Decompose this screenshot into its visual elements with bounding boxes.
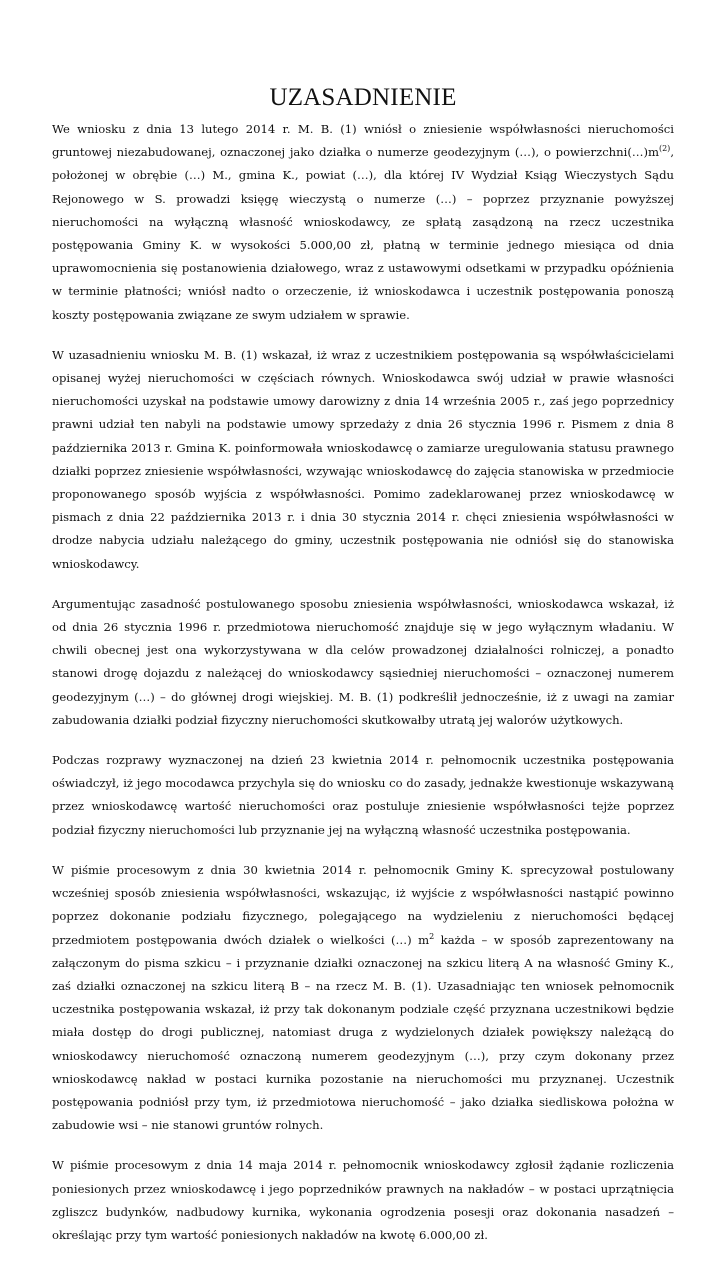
paragraph-5 xyxy=(52,859,674,1137)
paragraph-1-text-a: We wniosku z dnia 13 lutego 2014 r. M. B. (1) wniósł o zniesienie współwłasności nieruchomości gruntowej niezabudowanej, oznaczonej jako działka o numerze geodezyjnym (…), o powierzchni(…)m xyxy=(52,122,674,160)
paragraph-1-superscript: (2) xyxy=(658,144,671,154)
paragraph-2-text: W uzasadnieniu wniosku M. B. (1) wskazał, iż wraz z uczestnikiem postępowania są współwłaścicielami opisanej wyżej nieruchomości w częściach równych. Wnioskodawca swój udział w prawie własności nieruchomości uzyskał na podstawie umowy darowizny z dnia 14 września 2005 r., zaś jego poprzednicy prawni udział ten nabyli na podstawie umowy sprzedaży z dnia 26 stycznia 1996 r. Pismem z dnia 8 października 2013 r. Gmina K. poinformowała wnioskodawcę o zamiarze uregulowania statusu prawnego działki poprzez zniesienie współwłasności, wzywając wnioskodawcę do zajęcia stanowiska w przedmiocie proponowanego sposób wyjścia z współwłasności. Pomimo zadeklarowanej przez wnioskodawcę w pismach z dnia 22 października 2013 r. i dnia 30 stycznia 2014 r. chęci zniesienia współwłasności w drodze nabycia udziału należącego do gminy, uczestnik postępowania nie odniósł się do stanowiska wnioskodawcy. xyxy=(52,347,674,571)
paragraph-5-text-b: każda – w sposób zaprezentowany na załączonym do pisma szkicu – i przyznanie działki oznaczonej na szkicu literą A na własność Gminy K., zaś działki oznaczonej na szkicu literą B – na rzecz M. B. (1). Uzasadniając ten wniosek pełnomocnik uczestnika postępowania wskazał, iż przy tak dokonanym podziale część przyznana uczestnikowi będzie miała dostęp do drogi publicznej, natomiast druga z wydzielonych działek powiększy należącą do wnioskodawcy nieruchomość oznaczoną numerem geodezyjnym (…), przy czym dokonany przez wnioskodawcę nakład w postaci kurnika pozostanie na nieruchomości mu przyznanej. Uczestnik postępowania podniósł przy tym, iż przedmiotowa nieruchomość – jako działka siedliskowa położna w zabudowie wsi – nie stanowi gruntów rolnych. xyxy=(52,932,674,1133)
paragraph-6 xyxy=(52,1154,674,1247)
paragraph-5-text-a: W piśmie procesowym z dnia 30 kwietnia 2014 r. pełnomocnik Gminy K. sprecyzował postulowany wcześniej sposób zniesienia współwłasności, wskazując, iż wyjście z współwłasności nastąpić powinno poprzez dokonanie podziału fizycznego, polegającego na wydzieleniu z nieruchomości będącej przedmiotem postępowania dwóch działek o wielkości (…) m xyxy=(52,862,674,947)
paragraph-2 xyxy=(52,344,674,576)
paragraph-3 xyxy=(52,593,674,732)
paragraph-6-text: W piśmie procesowym z dnia 14 maja 2014 r. pełnomocnik wnioskodawcy zgłosił żądanie rozliczenia poniesionych przez wnioskodawcę i jego poprzedników prawnych na nakładów – w postaci uprzątnięcia zgliszcz budynków, nadbudowy kurnika, wykonania ogrodzenia posesji oraz dokonania nasadzeń – określając przy tym wartość poniesionych nakładów na kwotę 6.000,00 zł. xyxy=(52,1158,674,1242)
document-title: UZASADNIENIE xyxy=(269,84,457,111)
paragraph-1-text-b: , położonej w obrębie (…) M., gmina K., powiat (…), dla której IV Wydział Ksiąg Wieczystych Sądu Rejonowego w S. prowadzi księgę wieczystą o numerze (…) – poprzez przyznanie powyższej nieruchomości na wyłączną własność wnioskodawcy, ze spłatą zasądzoną na rzecz uczestnika postępowania Gminy K. w wysokości 5.000,00 zł, płatną w terminie jednego miesiąca od dnia uprawomocnienia się postanowienia działowego, wraz z ustawowymi odsetkami w przypadku opóźnienia w terminie płatności; wniósł nadto o orzeczenie, iż wnioskodawca i uczestnik postępowania ponoszą koszty postępowania związane ze swym udziałem w sprawie. xyxy=(52,145,674,322)
paragraph-4 xyxy=(52,749,674,842)
document-page xyxy=(52,84,674,1264)
paragraph-5-superscript: 2 xyxy=(429,931,435,941)
paragraph-3-text: Argumentując zasadność postulowanego sposobu zniesienia współwłasności, wnioskodawca wskazał, iż od dnia 26 stycznia 1996 r. przedmiotowa nieruchomość znajduje się w jego wyłącznym władaniu. W chwili obecnej jest ona wykorzystywana w dla celów prowadzonej działalności rolniczej, a ponadto stanowi drogę dojazdu z należącej do wnioskodawcy sąsiedniej nieruchomości – oznaczonej numerem geodezyjnym (…) – do głównej drogi wiejskiej. M. B. (1) podkreślił jednocześnie, iż z uwagi na zamiar zabudowania działki podział fizyczny nieruchomości skutkowałby utratą jej walorów użytkowych. xyxy=(52,596,674,727)
paragraph-1 xyxy=(52,118,674,327)
paragraph-4-text: Podczas rozprawy wyznaczonej na dzień 23 kwietnia 2014 r. pełnomocnik uczestnika postępowania oświadczył, iż jego mocodawca przychyla się do wniosku co do zasady, jednakże kwestionuje wskazywaną przez wnioskodawcę wartość nieruchomości oraz postuluje zniesienie współwłasności tejże poprzez podział fizyczny nieruchomości lub przyznanie jej na wyłączną własność uczestnika postępowania. xyxy=(52,753,674,837)
